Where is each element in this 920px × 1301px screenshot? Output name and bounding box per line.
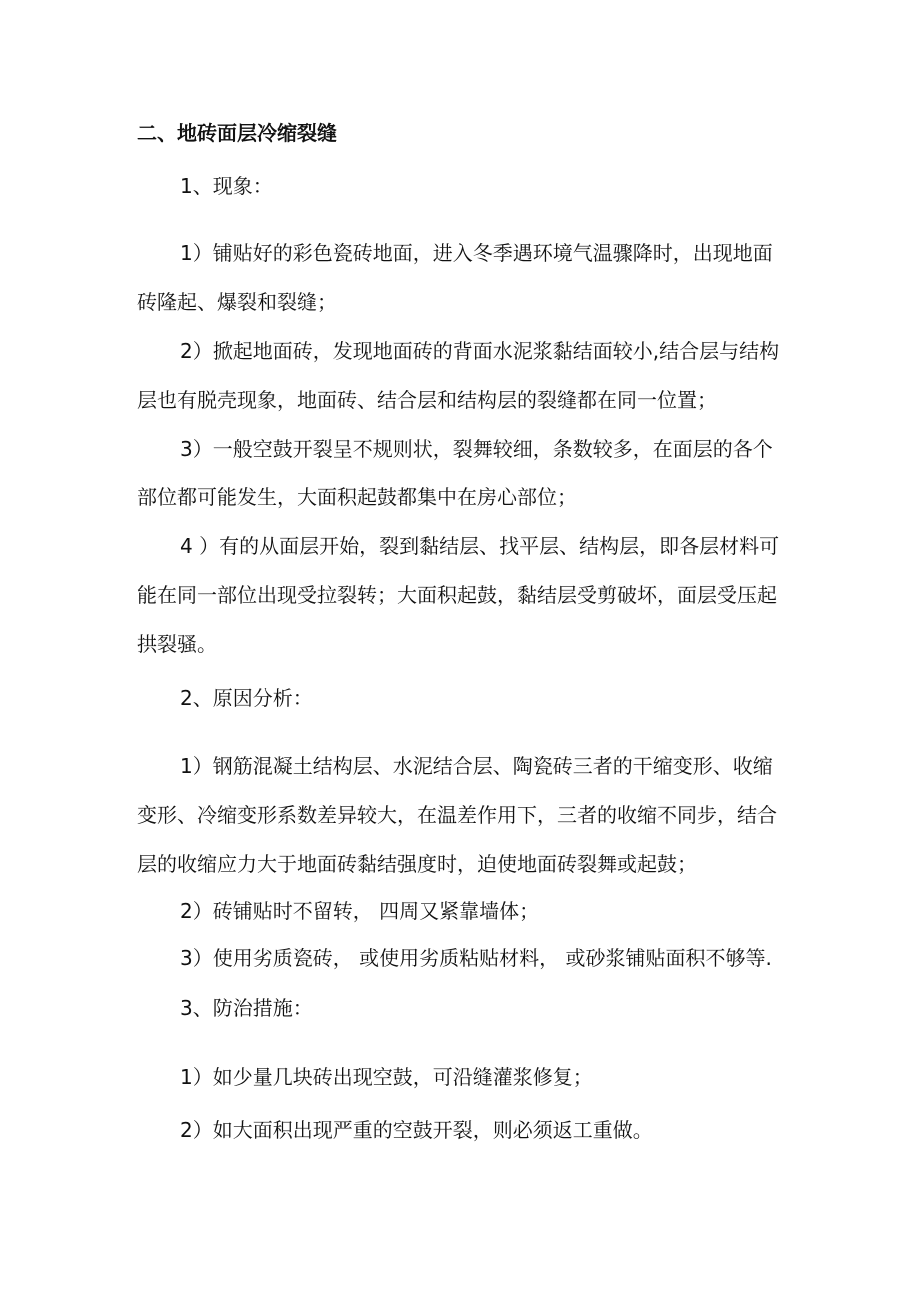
cause-item-1-line-2: 变形、冷缩变形系数差异较大，在温差作用下，三者的收缩不同步，结合 <box>137 803 777 827</box>
phenomenon-item-3-line-2: 部位都可能发生，大面积起鼓都集中在房心部位； <box>137 485 577 509</box>
phenomenon-item-1-line-2: 砖隆起、爆裂和裂缝； <box>137 290 337 314</box>
prevention-heading: 3、防治措施： <box>180 996 313 1020</box>
phenomenon-item-4-line-3: 拱裂骚。 <box>137 632 217 656</box>
section-title: 二、地砖面层冷缩裂缝 <box>137 121 337 145</box>
cause-item-2: 2）砖铺贴时不留转， 四周又紧靠墙体； <box>180 899 540 923</box>
cause-item-3: 3）使用劣质瓷砖， 或使用劣质粘贴材料， 或砂浆铺贴面积不够等. <box>180 946 772 970</box>
cause-item-1-line-1: 1）钢筋混凝土结构层、水泥结合层、陶瓷砖三者的干缩变形、收缩 <box>180 754 773 778</box>
prevention-item-1: 1）如少量几块砖出现空鼓，可沿缝灌浆修复； <box>180 1065 593 1089</box>
phenomenon-item-3-line-1: 3）一般空鼓开裂呈不规则状，裂舞较细，条数较多，在面层的各个 <box>180 437 773 461</box>
causes-heading: 2、原因分析： <box>180 686 313 710</box>
phenomenon-item-1-line-1: 1）铺贴好的彩色瓷砖地面，进入冬季遇环境气温骤降时，出现地面 <box>180 241 773 265</box>
cause-item-1-line-3: 层的收缩应力大于地面砖黏结强度时，迫使地面砖裂舞或起鼓； <box>137 852 697 876</box>
phenomenon-item-2-line-1: 2）掀起地面砖，发现地面砖的背面水泥浆黏结面较小,结合层与结构 <box>180 339 780 363</box>
phenomenon-item-2-line-2: 层也有脱壳现象，地面砖、结合层和结构层的裂缝都在同一位置； <box>137 388 717 412</box>
phenomenon-item-4-line-1: 4 ）有的从面层开始，裂到黏结层、找平层、结构层，即各层材料可 <box>180 534 780 558</box>
prevention-item-2: 2）如大面积出现严重的空鼓开裂，则必须返工重做。 <box>180 1118 653 1142</box>
phenomenon-item-4-line-2: 能在同一部位出现受拉裂转；大面积起鼓，黏结层受剪破坏，面层受压起 <box>137 583 777 607</box>
phenomenon-heading: 1、现象： <box>180 174 273 198</box>
